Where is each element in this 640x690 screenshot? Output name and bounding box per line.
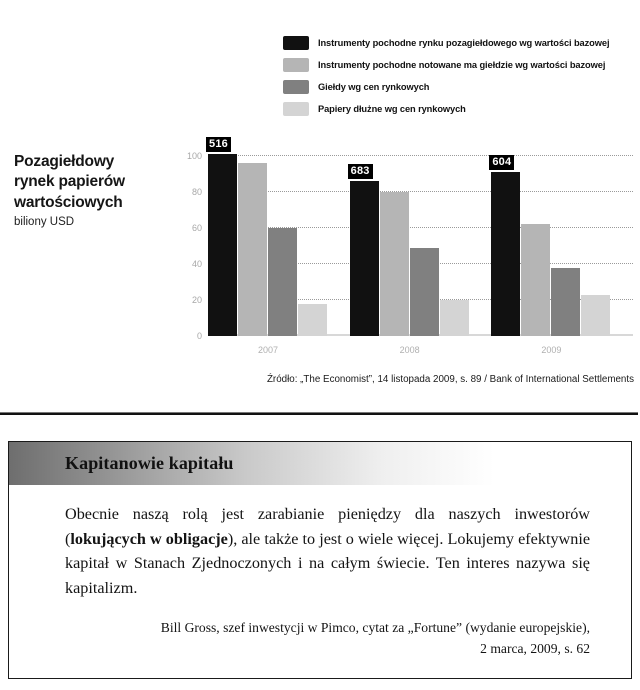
legend-swatch-exchange-derivatives: [283, 58, 309, 72]
bar: [410, 248, 439, 336]
quote-header: [9, 442, 631, 485]
chart-subtitle: biliony USD: [14, 216, 75, 229]
bar-value-label: 516: [206, 137, 231, 153]
bar: [521, 224, 550, 336]
bar-group: [208, 137, 350, 355]
legend-item: [283, 77, 633, 97]
bar-chart: [178, 138, 633, 363]
chart-legend: [283, 33, 633, 121]
quote-header-title: Kapitanowie kapitału: [65, 453, 234, 473]
bar-value-label: 683: [348, 164, 373, 180]
chart-title-line-2: rynek papierów: [14, 173, 125, 191]
legend-item: [283, 33, 633, 53]
bars: [350, 156, 492, 336]
bar-group: [491, 155, 633, 355]
legend-item-label: Giełdy wg cen rynkowych: [318, 82, 430, 92]
quote-text-bold: lokujących w obligacje: [70, 529, 228, 548]
legend-swatch-otc-derivatives: [283, 36, 309, 50]
bar: [350, 164, 379, 336]
bar: [208, 137, 237, 336]
plot-area: [186, 137, 633, 355]
y-axis-tick-label: 60: [191, 223, 202, 233]
bar: [380, 192, 409, 336]
quote-attribution-line-2: 2 marca, 2009, s. 62: [480, 640, 590, 656]
bar-groups: [208, 137, 633, 355]
quote-attribution-line-1: Bill Gross, szef inwestycji w Pimco, cytat za „Fortune” (wydanie europejskie),: [160, 619, 590, 635]
y-axis-tick-label: 100: [186, 151, 202, 161]
y-axis-tick-label: 80: [191, 187, 202, 197]
legend-swatch-debt-securities: [283, 102, 309, 116]
chart-title-line-1: Pozagiełdowy: [14, 153, 115, 170]
bar: [238, 163, 267, 336]
bar: [551, 268, 580, 336]
quote-body: [9, 485, 631, 659]
quote-paragraph: [65, 502, 590, 601]
chart-source: Źródło: „The Economist”, 14 listopada 2009, s. 89 / Bank of International Settlements: [266, 374, 634, 385]
legend-item: [283, 99, 633, 119]
legend-item-label: Instrumenty pochodne notowane ma giełdzie wg wartości bazowej: [318, 60, 606, 70]
y-axis-tick-label: 20: [191, 295, 202, 305]
bar-value-label: 604: [489, 155, 514, 171]
bar: [298, 304, 327, 336]
bar: [440, 300, 469, 336]
y-axis-tick-label: 0: [196, 331, 202, 341]
x-axis-tick-label: 2008: [399, 345, 420, 355]
bars: [491, 156, 633, 336]
quote-text-part-2: ), ale także to jest o wiele więcej. Lokujemy efektywnie kapitał w Stanach Zjednoczonych i na całym świecie. Ten interes nazywa się kapitalizm.: [65, 529, 590, 597]
bar: [491, 155, 520, 336]
legend-item-label: Instrumenty pochodne rynku pozagiełdowego wg wartości bazowej: [318, 38, 610, 48]
chart-title-line-3: wartościowych: [14, 193, 123, 211]
bar: [268, 228, 297, 336]
quote-box: [8, 441, 632, 679]
legend-swatch-exchanges: [283, 80, 309, 94]
chart-title: [14, 152, 179, 213]
chart-title-block: [14, 152, 179, 228]
legend-item-label: Papiery dłużne wg cen rynkowych: [318, 104, 466, 114]
x-axis-tick-label: 2007: [257, 345, 279, 355]
section-divider: [0, 412, 638, 415]
quote-attribution: [65, 617, 590, 659]
bars: [208, 137, 350, 336]
bar-group: [350, 156, 492, 355]
legend-item: [283, 55, 633, 75]
x-axis-tick-label: 2009: [541, 345, 562, 355]
quote-text-part-1: Obecnie naszą rolą jest zarabianie pieniędzy dla naszych inwestorów (: [65, 505, 590, 548]
y-axis-tick-label: 40: [191, 259, 202, 269]
bar: [581, 295, 610, 336]
